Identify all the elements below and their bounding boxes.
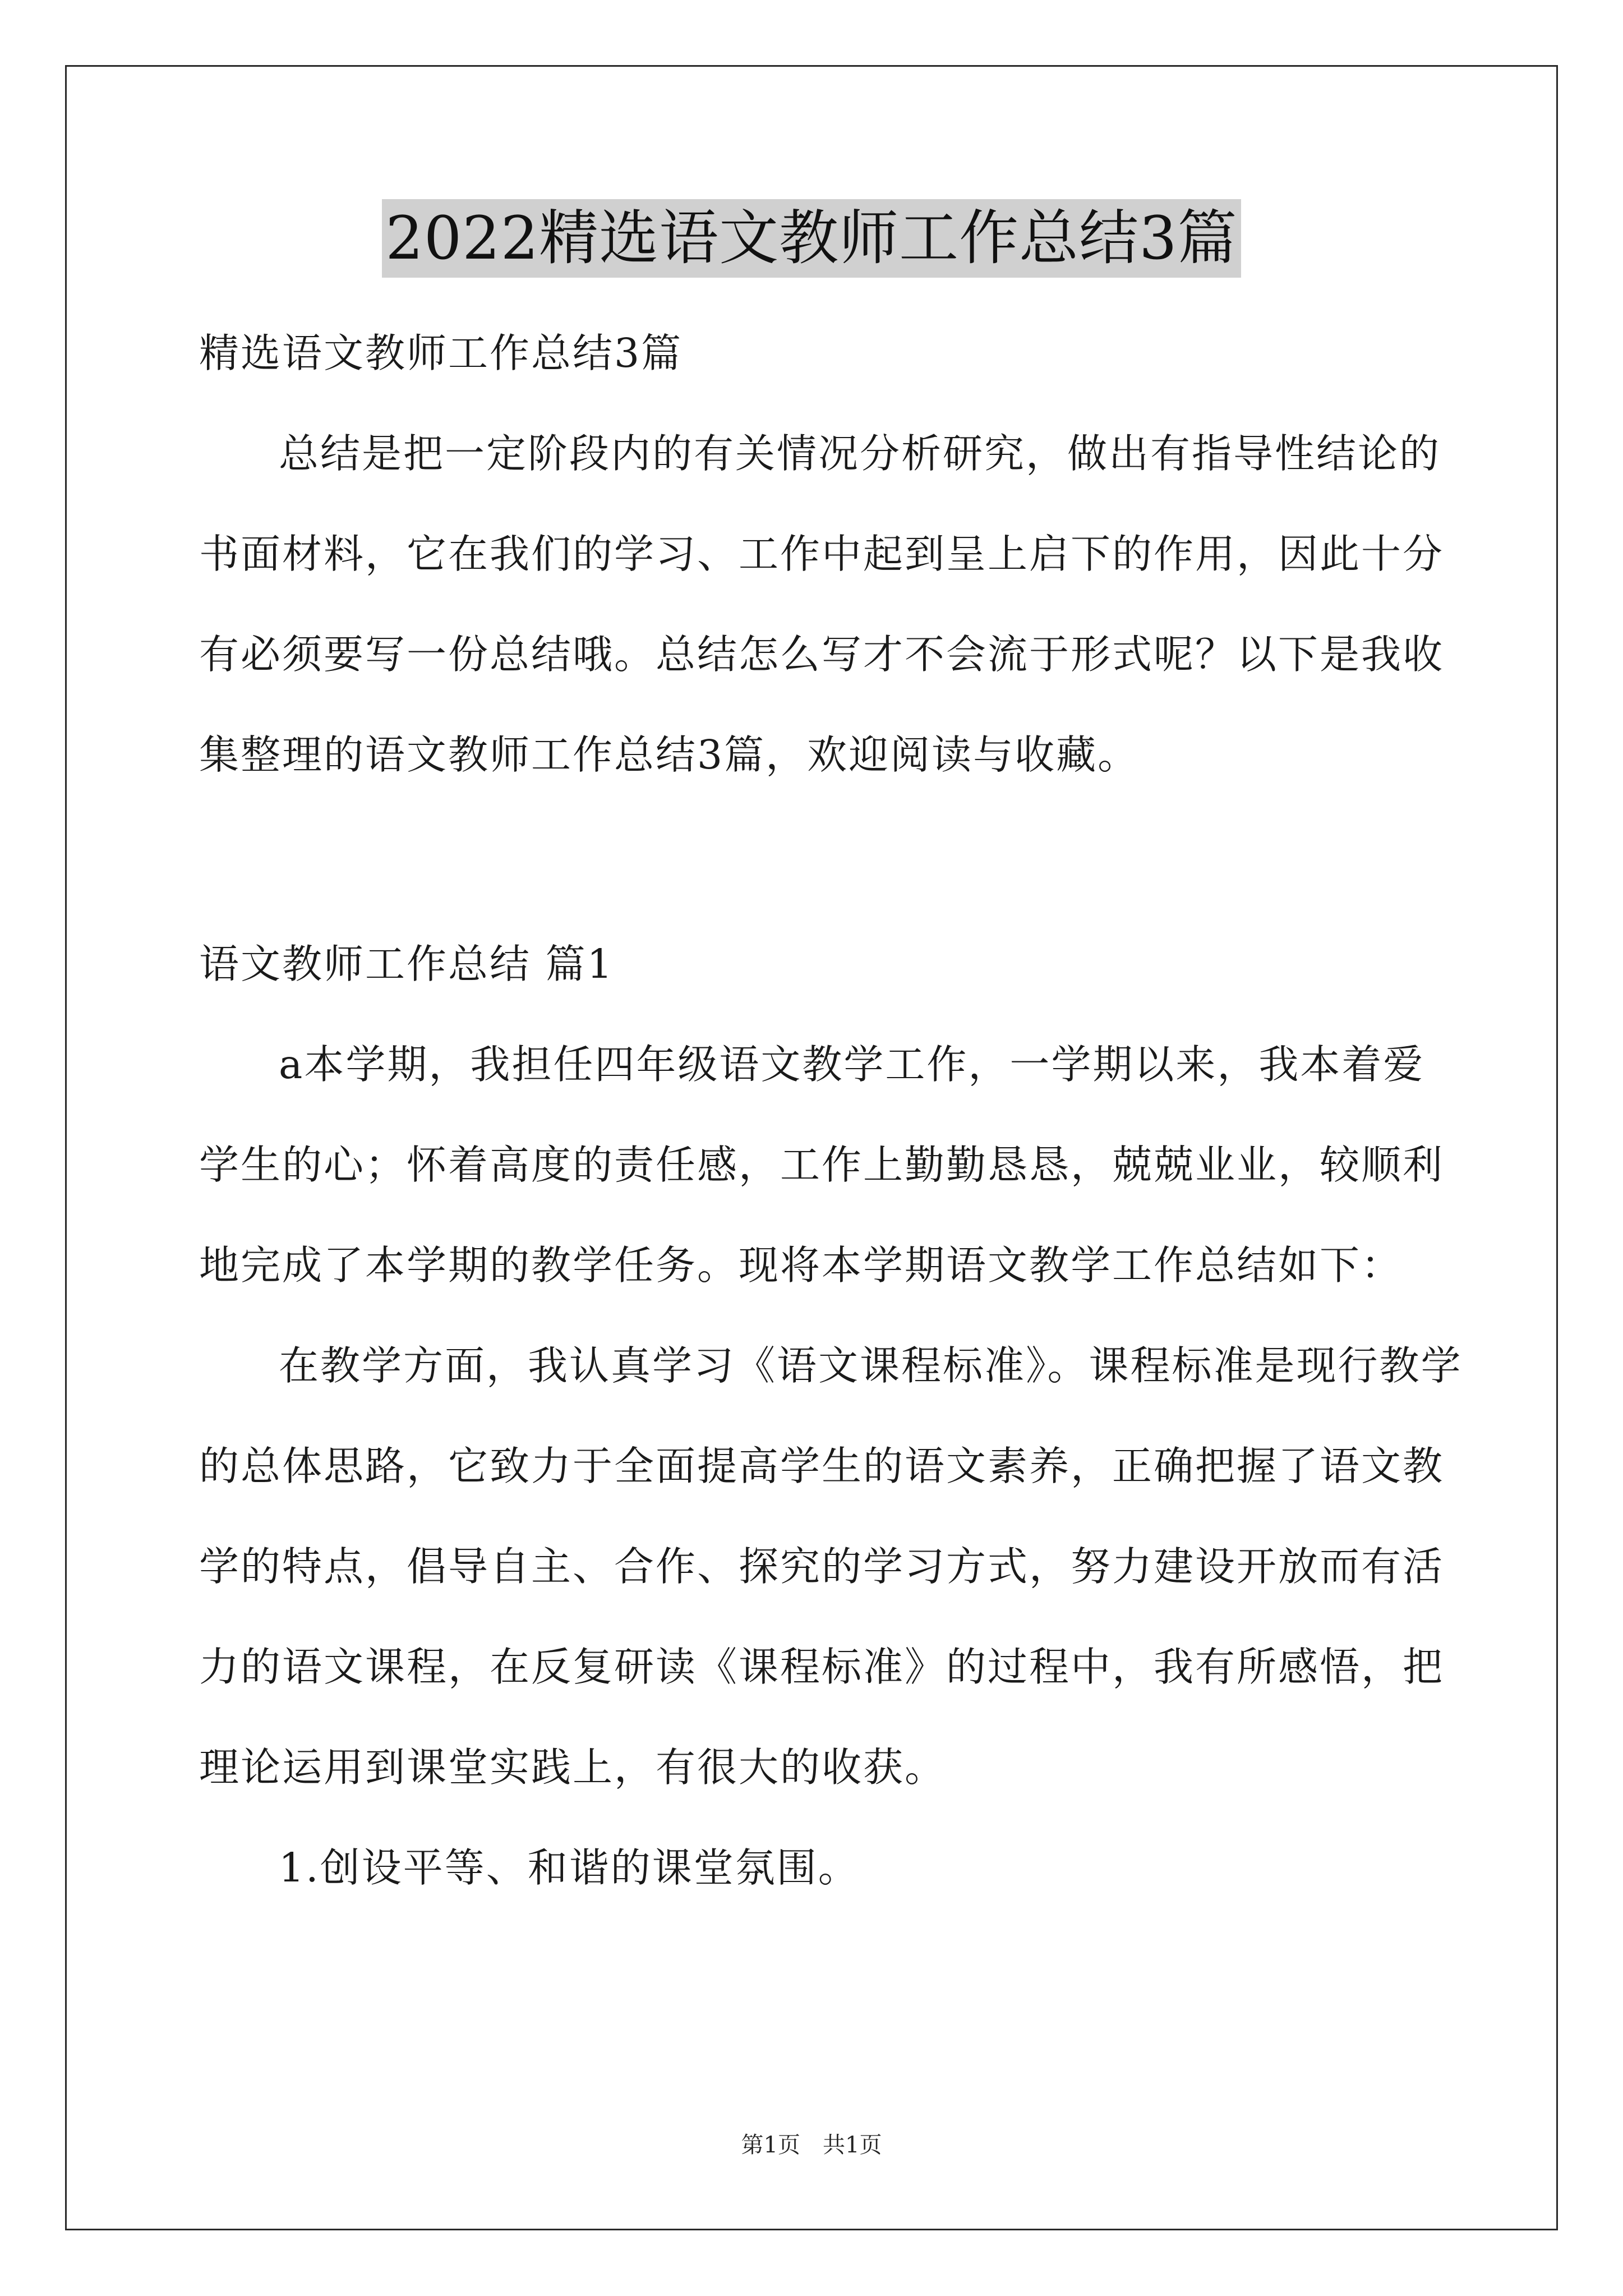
paragraph-line: 理论运用到课堂实践上，有很大的收获。 [199,1744,947,1791]
document-body [199,303,1463,1918]
intro-line: 总结是把一定阶段内的有关情况分析研究，做出有指导性结论的 [279,430,1441,477]
intro-line: 集整理的语文教师工作总结3篇，欢迎阅读与收藏。 [199,731,1140,778]
page-footer [0,2127,1623,2159]
paragraph-line: 学生的心；怀着高度的责任感，工作上勤勤恳恳，兢兢业业，较顺利 [199,1142,1445,1188]
paragraph-line: 的总体思路，它致力于全面提高学生的语文素养，正确把握了语文教 [199,1443,1445,1489]
subtitle: 精选语文教师工作总结3篇 [199,330,683,376]
intro-paragraph [199,403,1445,805]
intro-line: 有必须要写一份总结哦。总结怎么写才不会流于形式呢？以下是我收 [199,631,1445,678]
paragraph-2 [199,1315,1463,1818]
paragraph-line: a本学期，我担任四年级语文教学工作，一学期以来，我本着爱 [279,1041,1425,1088]
document-title: 2022精选语文教师工作总结3篇 [382,199,1241,278]
page-number: 第1页 [741,2132,800,2158]
paragraph-line: 在教学方面，我认真学习《语文课程标准》。课程标准是现行教学 [279,1342,1463,1389]
spacer [199,805,1427,914]
paragraph-line: 学的特点，倡导自主、合作、探究的学习方式，努力建设开放而有活 [199,1543,1445,1590]
paragraph-line: 力的语文课程，在反复研读《课程标准》的过程中，我有所感悟，把 [199,1644,1445,1690]
paragraph-1 [199,1014,1445,1315]
list-item: 1.创设平等、和谐的课堂氛围。 [279,1844,860,1891]
paragraph-line: 地完成了本学期的教学任务。现将本学期语文教学工作总结如下： [199,1242,1403,1289]
section-heading: 语文教师工作总结 篇1 [199,941,614,987]
intro-line: 书面材料，它在我们的学习、工作中起到呈上启下的作用，因此十分 [199,531,1445,577]
page-total: 共1页 [823,2132,882,2158]
title-container [0,199,1623,278]
